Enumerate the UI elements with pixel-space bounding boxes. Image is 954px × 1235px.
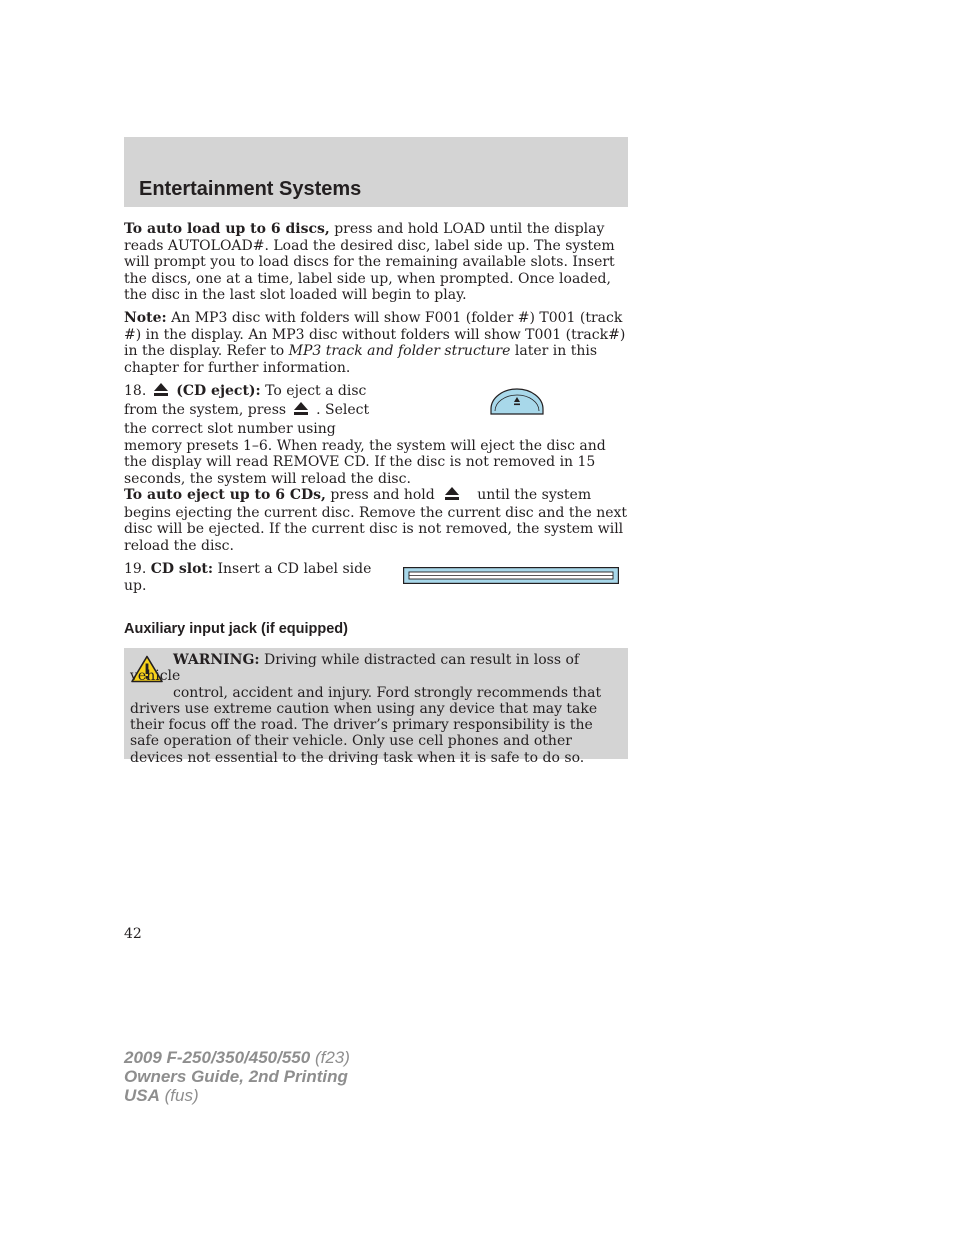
eject-icon bbox=[294, 402, 308, 420]
eject-icon bbox=[445, 487, 459, 505]
warning-box bbox=[124, 648, 628, 766]
item-18-text-b: . Select bbox=[316, 402, 370, 418]
footer-guide: Owners Guide, 2nd Printing bbox=[124, 1067, 348, 1086]
autoeject-text-a: press and hold bbox=[325, 487, 435, 503]
page-number: 42 bbox=[124, 926, 142, 942]
section-title: Entertainment Systems bbox=[139, 178, 362, 200]
item-18-number: 18. bbox=[124, 383, 147, 399]
item-19-text: Insert a CD label side up. bbox=[124, 561, 372, 594]
item-19-number: 19. bbox=[124, 561, 147, 577]
warning-rest: drivers use extreme caution when using any device that may take their focus off the road. The driver’s primary responsibility is the safe operation of their vehicle. Only use cell phones and other devices not essential to the driving task when it is safe to do so. bbox=[130, 700, 598, 766]
item-18-text: To eject a disc bbox=[260, 383, 367, 399]
note-text: An MP3 disc with folders will show F001 (folder #) T001 (track #) in the display. An MP3 disc without folders will show T001 (track#) in the display. Refer to bbox=[124, 310, 626, 359]
cd-slot-icon bbox=[403, 567, 619, 588]
note-lead: Note: bbox=[124, 310, 167, 326]
autoload-text: press and hold LOAD until the display reads AUTOLOAD#. Load the desired disc, label side up. The system will prompt you to load discs for the remaining available slots. Insert the discs, one at a time, label side up, when prompted. Once loaded, the disc in the last slot loaded will begin to play. bbox=[124, 221, 615, 303]
cd-eject-button-icon bbox=[490, 387, 544, 419]
item-18-text-a: from the system, press bbox=[124, 402, 287, 418]
footer-model-code: (f23) bbox=[310, 1048, 350, 1067]
item-18-line-2 bbox=[124, 402, 394, 421]
section-header bbox=[124, 137, 628, 207]
autoeject-lead: To auto eject up to 6 CDs, bbox=[124, 487, 326, 503]
subsection-heading: Auxiliary input jack (if equipped) bbox=[124, 621, 348, 637]
footer-market: USA bbox=[124, 1086, 160, 1105]
autoeject-paragraph bbox=[124, 487, 628, 554]
document-footer bbox=[124, 1048, 350, 1105]
warning-line-2: control, accident and injury. Ford strongly recommends that bbox=[173, 684, 602, 701]
eject-icon bbox=[154, 383, 168, 401]
item-18-lead: (CD eject): bbox=[176, 383, 261, 399]
note-paragraph bbox=[124, 310, 628, 376]
item-19-cd-slot bbox=[124, 561, 394, 594]
autoeject-text-b: until the system begins ejecting the current disc. Remove the current disc and the next disc will be ejected. If the current disc is not removed, the system will reload the disc. bbox=[124, 487, 628, 554]
footer-model: 2009 F-250/350/450/550 bbox=[124, 1048, 311, 1067]
warning-line-1: Driving while distracted can result in loss of vehicle bbox=[130, 652, 580, 685]
item-18-line-3: the correct slot number using bbox=[124, 421, 336, 437]
item-18-cd-eject bbox=[124, 383, 628, 487]
footer-market-code: (fus) bbox=[159, 1086, 199, 1105]
warning-text bbox=[130, 652, 622, 766]
note-text-end: later in this chapter for further information. bbox=[124, 343, 597, 376]
autoload-paragraph bbox=[124, 221, 628, 304]
item-19-lead: CD slot: bbox=[150, 561, 214, 577]
item-18-rest: memory presets 1–6. When ready, the system will eject the disc and the display will read REMOVE CD. If the disc is not removed in 15 seconds, the system will reload the disc. bbox=[124, 437, 606, 487]
warning-lead: WARNING: bbox=[173, 652, 260, 668]
note-reference: MP3 track and folder structure bbox=[288, 343, 511, 359]
autoload-lead: To auto load up to 6 discs, bbox=[124, 221, 330, 237]
item-18-line-1 bbox=[124, 383, 394, 402]
